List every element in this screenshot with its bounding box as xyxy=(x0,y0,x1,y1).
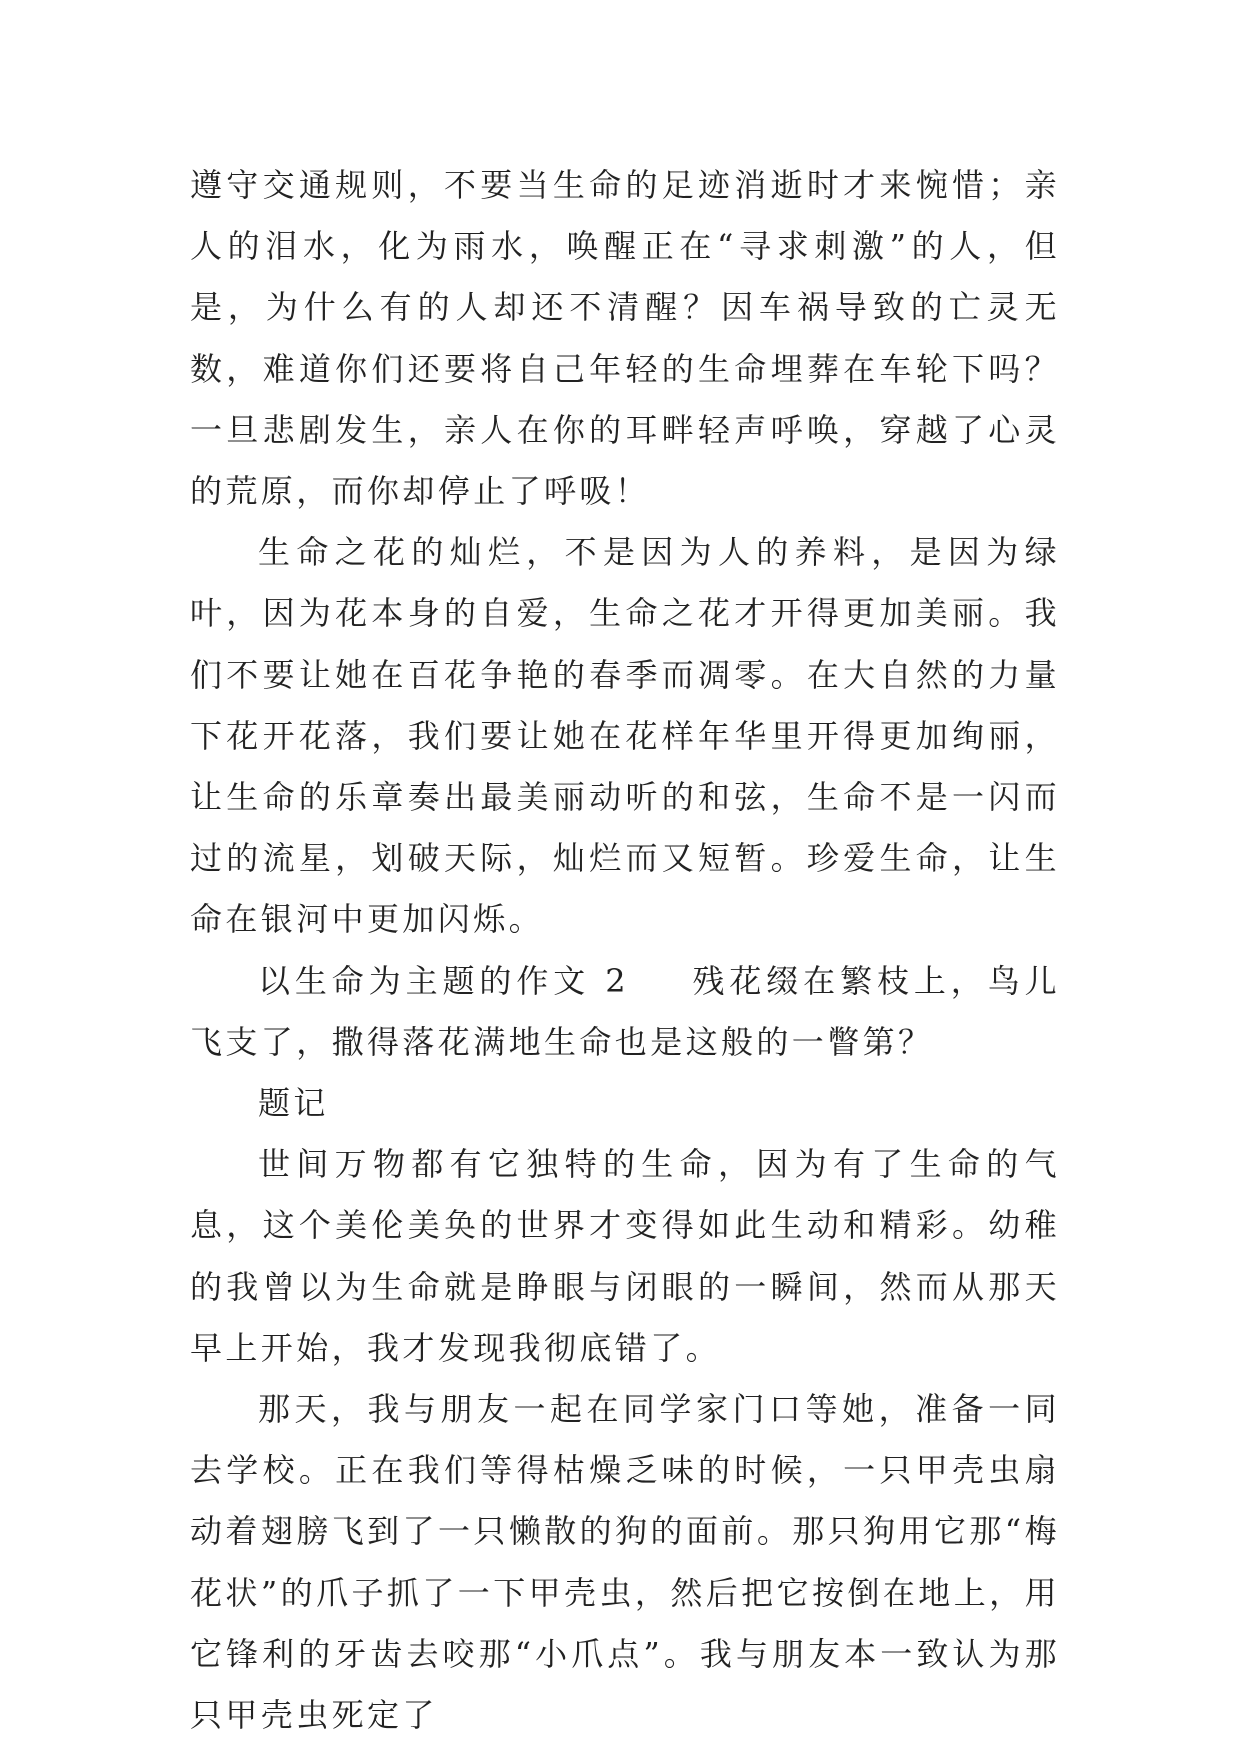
essay-heading: 以生命为主题的作文 2 xyxy=(258,961,629,1000)
essay-2-intro xyxy=(190,951,1060,1073)
document-body xyxy=(190,155,1060,1746)
epigraph-label: 题记 xyxy=(258,1084,329,1123)
paragraph-traffic-rules: 遵守交通规则，不要当生命的足迹消逝时才来惋惜；亲人的泪水，化为雨水，唤醒正在“寻求刺激”的人，但是，为什么有的人却还不清醒？因车祸导致的亡灵无数，难道你们还要将自己年轻的生命埋葬在车轮下吗？一旦悲剧发生，亲人在你的耳畔轻声呼唤，穿越了心灵的荒原，而你却停止了呼吸！ xyxy=(190,166,1060,511)
paragraph-unique-life: 世间万物都有它独特的生命，因为有了生命的气息，这个美伦美奂的世界才变得如此生动和精彩。幼稚的我曾以为生命就是睁眼与闭眼的一瞬间，然而从那天早上开始，我才发现我彻底错了。 xyxy=(190,1145,1060,1367)
paragraph-flower-of-life: 生命之花的灿烂，不是因为人的养料，是因为绿叶，因为花本身的自爱，生命之花才开得更加美丽。我们不要让她在百花争艳的春季而凋零。在大自然的力量下花开花落，我们要让她在花样年华里开得更加绚丽，让生命的乐章奏出最美丽动听的和弦，生命不是一闪而过的流星，划破天际，灿烂而又短暂。珍爱生命，让生命在银河中更加闪烁。 xyxy=(190,533,1060,939)
essay-intro-text: 残花缀在繁枝上，鸟儿飞支了，撒得落花满地生命也是这般的一瞥第？ xyxy=(190,961,1060,1061)
paragraph-beetle-story: 那天，我与朋友一起在同学家门口等她，准备一同去学校。正在我们等得枯燥乏味的时候，一只甲壳虫扇动着翅膀飞到了一只懒散的狗的面前。那只狗用它那“梅花状”的爪子抓了一下甲壳虫，然后把它按倒在地上，用它锋利的牙齿去咬那“小爪点”。我与朋友本一致认为那只甲壳虫死定了 xyxy=(190,1390,1060,1735)
